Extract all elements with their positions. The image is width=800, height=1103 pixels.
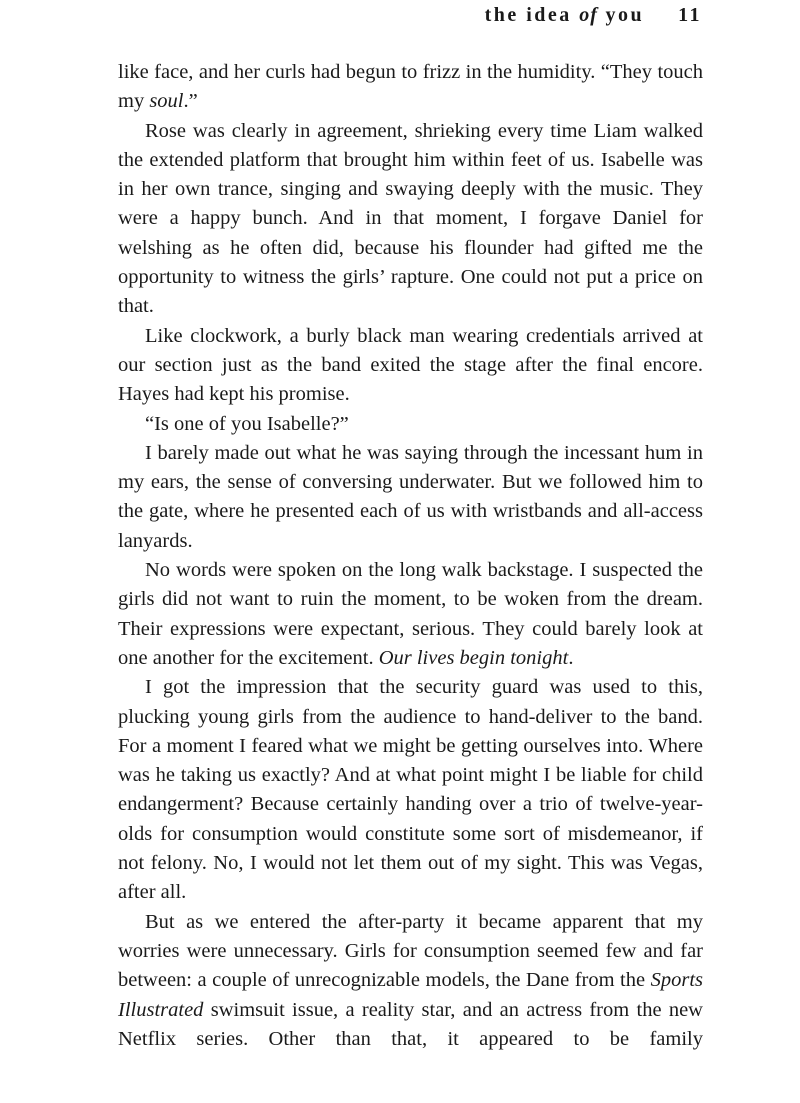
body-text bbox=[118, 58, 703, 1054]
paragraph bbox=[118, 556, 703, 673]
paragraph bbox=[118, 322, 703, 410]
paragraph bbox=[118, 117, 703, 322]
text-run: .” bbox=[183, 90, 198, 113]
text-run: Rose was clearly in agreement, shrieking every time Liam walked the extended platform that brought him within feet of us. Isabelle was in her own trance, singing and swaying deeply with the music. They were a happy bunch. And in that moment, I forgave Daniel for welshing as he often did, because his flounder had gifted me the opportunity to witness the girls’ rapture. One could not put a price on that. bbox=[118, 119, 703, 318]
paragraph bbox=[118, 439, 703, 556]
italic-text: Our lives begin tonight bbox=[378, 646, 569, 669]
italic-text: soul bbox=[149, 90, 184, 113]
text-run: . bbox=[568, 646, 574, 669]
text-run: Like clockwork, a burly black man wearing credentials arrived at our section just as the band exited the stage after the final encore. Hayes had kept his promise. bbox=[118, 324, 703, 406]
text-run: like face, and her curls had begun to frizz in the humidity. “They touch my bbox=[118, 61, 703, 113]
paragraph bbox=[118, 58, 703, 117]
text-run: “Is one of you Isabelle?” bbox=[145, 412, 349, 435]
running-head-title-part2: you bbox=[597, 4, 645, 26]
paragraph bbox=[118, 673, 703, 907]
paragraph bbox=[118, 908, 703, 1054]
page-number: 11 bbox=[678, 4, 702, 26]
text-run: swimsuit issue, a reality star, and an actress from the new Netflix series. Other than that, it appeared to be family bbox=[118, 998, 703, 1050]
running-head bbox=[485, 4, 702, 27]
text-run: No words were spoken on the long walk backstage. I suspected the girls did not want to ruin the moment, to be woken from the dream. Their expressions were expectant, serious. They could barely look at one another for the excitement. bbox=[118, 559, 703, 669]
text-run: I got the impression that the security guard was used to this, plucking young girls from the audience to hand-deliver to the band. For a moment I feared what we might be getting ourselves into. Where was he taking us exactly? And at what point might I be liable for child endangerment? Because certainly handing over a trio of twelve-year-olds for consumption would constitute some sort of misdemeanor, if not felony. No, I would not let them out of my sight. This was Vegas, after all. bbox=[118, 676, 703, 904]
italic-text: Sports Illustrated bbox=[118, 969, 703, 1021]
text-run: I barely made out what he was saying through the incessant hum in my ears, the sense of conversing underwater. But we followed him to the gate, where he presented each of us with wristbands and all-access lanyards. bbox=[118, 441, 703, 552]
running-head-title-part1: the idea bbox=[484, 4, 580, 26]
text-run: But as we entered the after-party it became apparent that my worries were unnecessary. Girls for consumption seemed few and far between: a couple of unrecognizable models, the Dane from the bbox=[118, 910, 703, 992]
paragraph bbox=[118, 410, 703, 439]
running-head-title-italic: of bbox=[579, 4, 598, 26]
running-head-title bbox=[485, 4, 645, 26]
